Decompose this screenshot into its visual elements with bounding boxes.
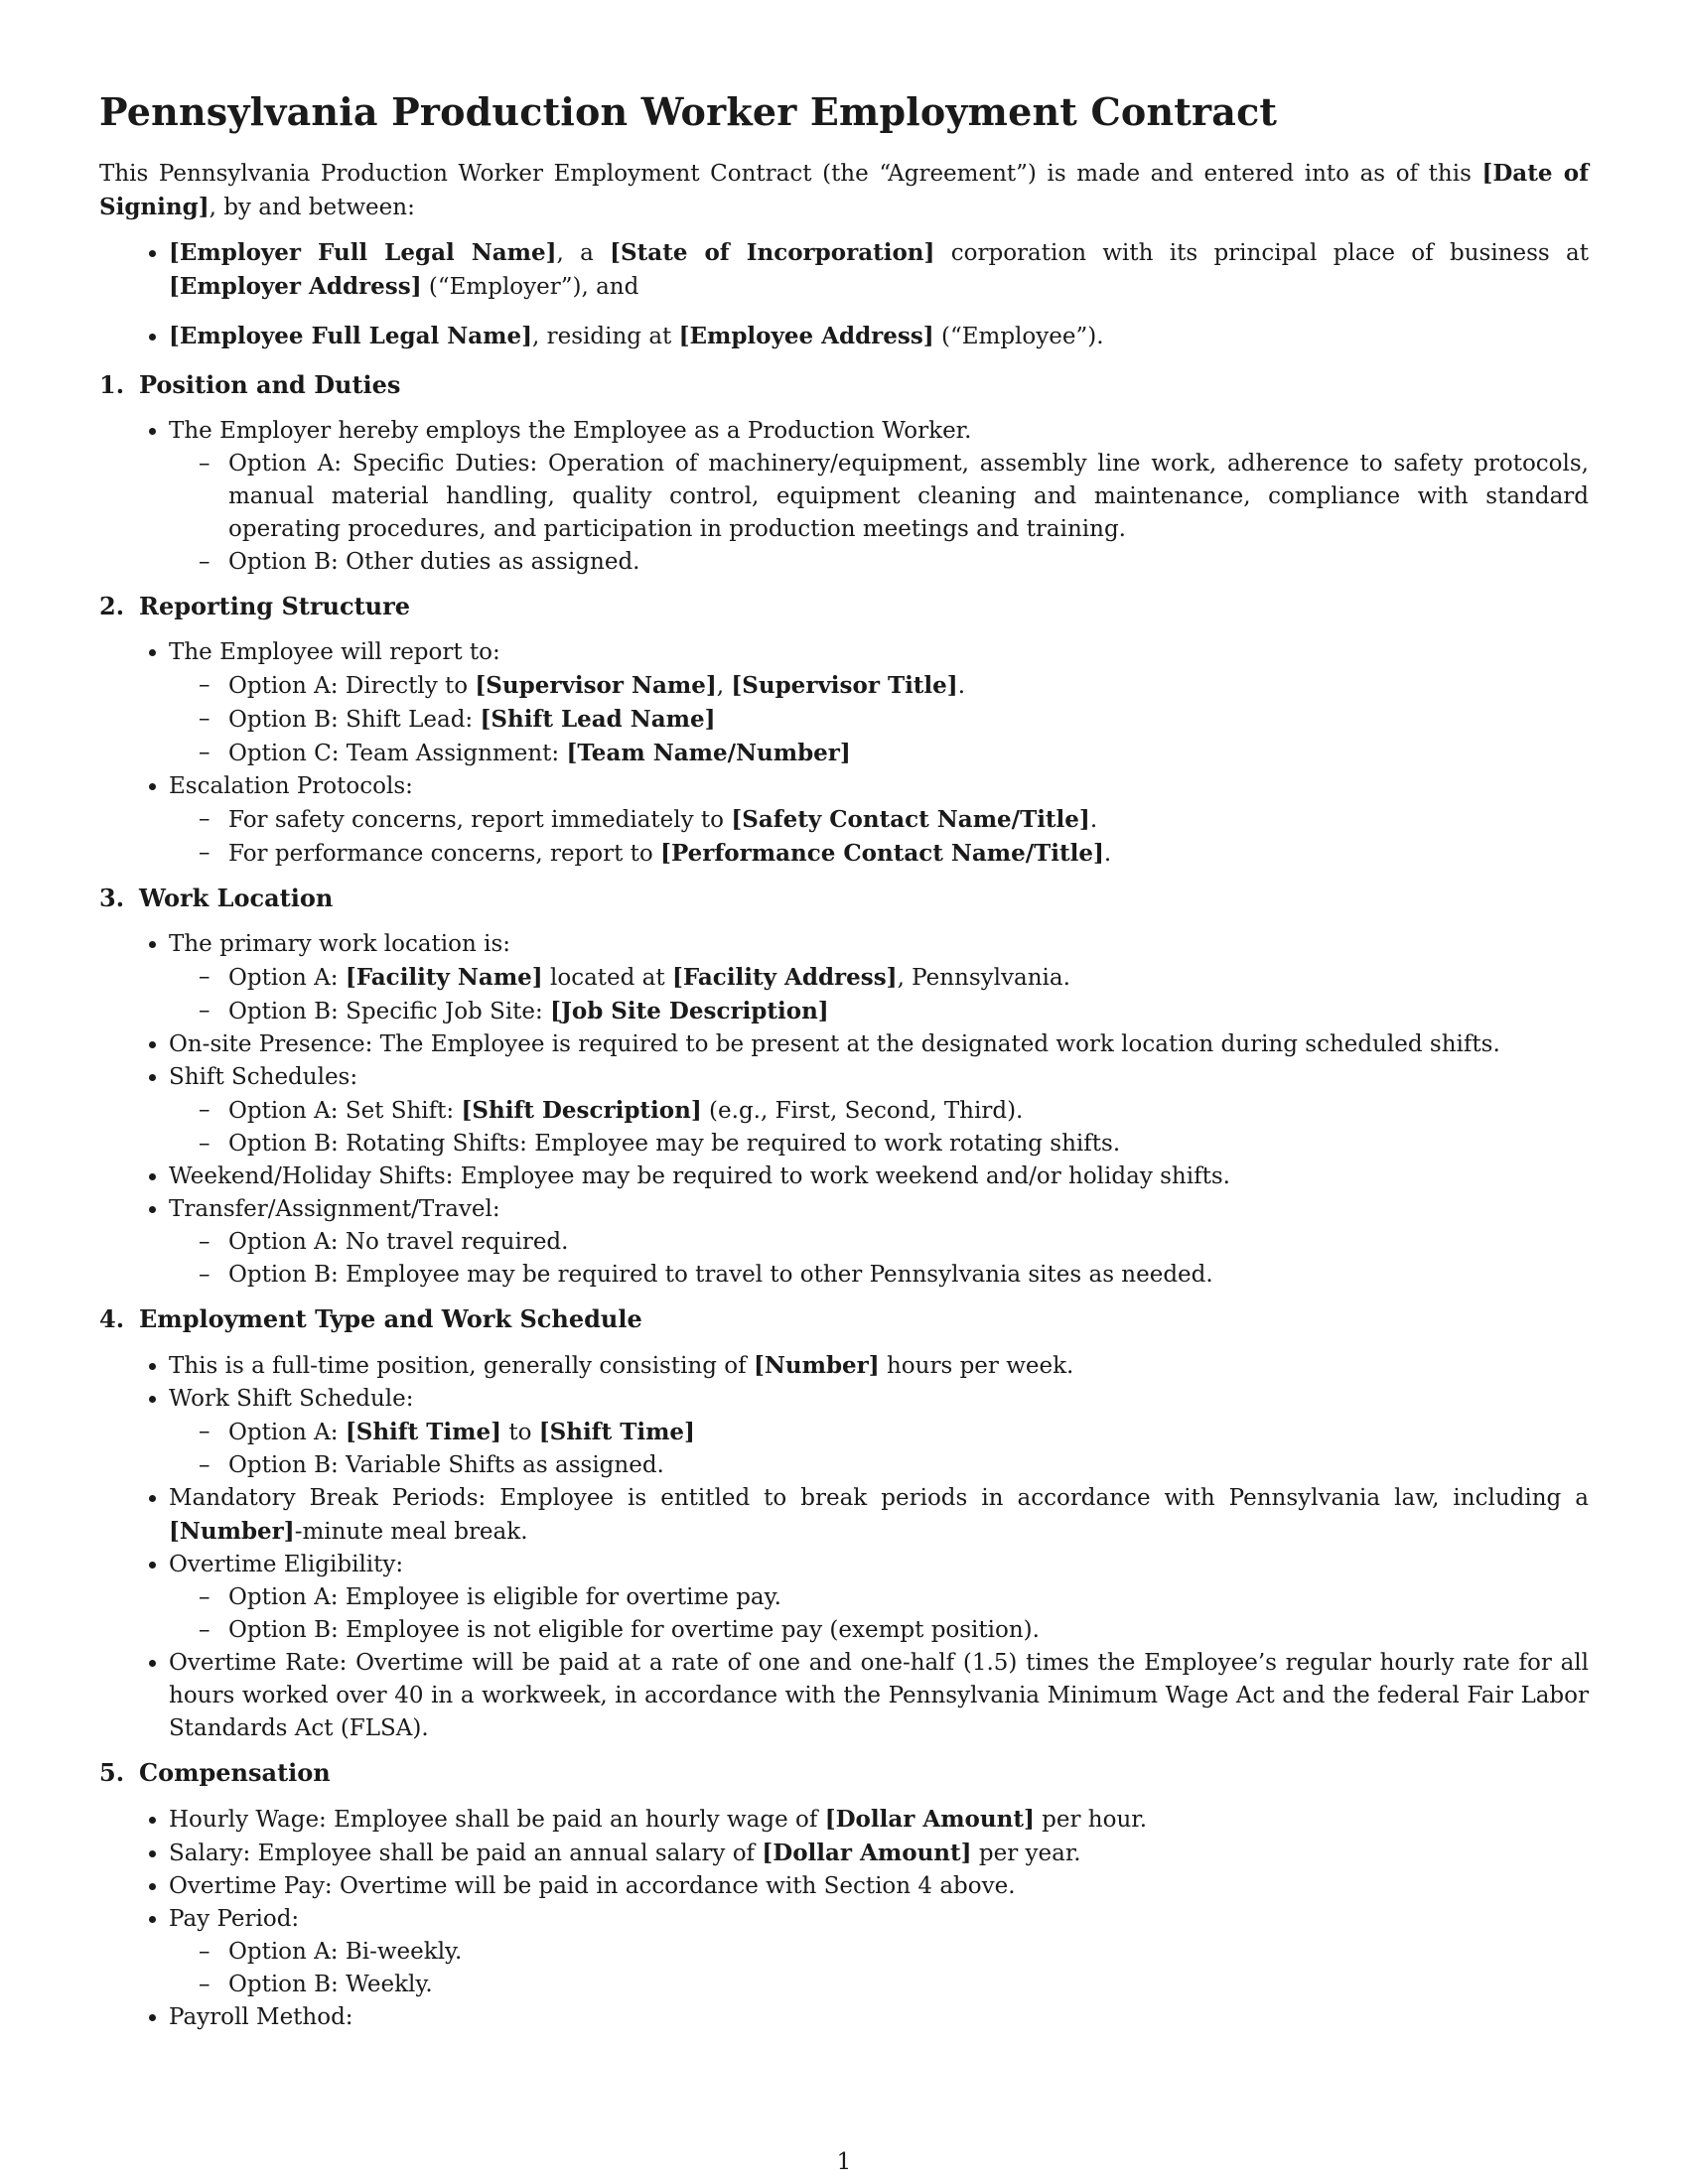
item-text: hours per week. xyxy=(879,1353,1074,1379)
party-text: (“Employee”). xyxy=(933,324,1104,349)
sub-list xyxy=(169,961,1589,1028)
sub-list xyxy=(169,1226,1589,1292)
sub-list xyxy=(169,803,1589,871)
section-1-list xyxy=(99,415,1589,579)
team-placeholder: [Team Name/Number] xyxy=(566,740,851,766)
item-text: Option A: xyxy=(228,965,346,991)
item-text: (e.g., First, Second, Third). xyxy=(701,1098,1024,1124)
list-item: • On-site Presence: The Employee is required to be present at the designated work location during scheduled shifts. xyxy=(169,1028,1589,1061)
list-item xyxy=(169,1193,1589,1292)
item-text: Option C: Team Assignment: xyxy=(228,741,567,766)
sub-list xyxy=(169,1581,1589,1647)
section-4-list xyxy=(99,1349,1589,1745)
list-item xyxy=(169,770,1589,871)
list-item: • Payroll Method: xyxy=(169,2001,1589,2034)
item-text: Option A: Directly to xyxy=(228,673,476,699)
list-item xyxy=(169,1061,1589,1160)
employer-address-placeholder: [Employer Address] xyxy=(169,273,422,300)
shift-lead-placeholder: [Shift Lead Name] xyxy=(480,706,716,733)
list-item-text: The Employee will report to: xyxy=(169,639,500,665)
dollar-amount-placeholder: [Dollar Amount] xyxy=(824,1806,1035,1833)
item-text: to xyxy=(501,1420,539,1445)
party-employer xyxy=(169,236,1589,304)
item-text: . xyxy=(1103,841,1112,867)
section-5-list xyxy=(99,1803,1589,2034)
section-number: 2. xyxy=(99,592,125,620)
list-item xyxy=(169,1383,1589,1482)
section-title: Position and Duties xyxy=(139,370,401,399)
sub-list-item xyxy=(228,737,1589,770)
sub-list-item: – Option B: Weekly. xyxy=(228,1969,1589,2001)
party-text: corporation with its principal place of business at xyxy=(934,240,1589,266)
item-text: For performance concerns, report to xyxy=(228,841,661,867)
list-item: • Overtime Pay: Overtime will be paid in accordance with Section 4 above. xyxy=(169,1870,1589,1903)
list-item xyxy=(169,1349,1589,1383)
section-number: 4. xyxy=(99,1304,125,1333)
item-text: -minute meal break. xyxy=(294,1519,528,1545)
item-text: per year. xyxy=(971,1841,1081,1866)
list-item-text: Shift Schedules: xyxy=(169,1064,358,1090)
sub-list-item xyxy=(228,669,1589,703)
employee-name-placeholder: [Employee Full Legal Name] xyxy=(169,323,532,349)
sub-list-item xyxy=(228,995,1589,1028)
section-title: Compensation xyxy=(139,1758,331,1787)
safety-contact-placeholder: [Safety Contact Name/Title] xyxy=(731,806,1090,833)
dollar-amount-placeholder: [Dollar Amount] xyxy=(762,1840,972,1866)
sub-list-item: – Option A: Specific Duties: Operation of machinery/equipment, assembly line work, adherence to safety protocols, manual material handling, quality control, equipment cleaning and maintenance, compliance with standard operating procedures, and participation in production meetings and training. xyxy=(228,448,1589,546)
item-text: Option B: Specific Job Site: xyxy=(228,999,551,1024)
sub-list-item: – Option B: Other duties as assigned. xyxy=(228,546,1589,579)
list-item-text: Transfer/Assignment/Travel: xyxy=(169,1196,500,1222)
item-text: Mandatory Break Periods: Employee is entitled to break periods in accordance with Pennsylvania law, including a xyxy=(169,1485,1589,1511)
sub-list-item xyxy=(228,961,1589,995)
sub-list-item: – Option B: Rotating Shifts: Employee may be required to work rotating shifts. xyxy=(228,1128,1589,1160)
date-of-signing-placeholder: [Date of Signing] xyxy=(99,160,1589,220)
state-placeholder: [State of Incorporation] xyxy=(610,239,935,266)
sub-list-item: – Option A: Employee is eligible for overtime pay. xyxy=(228,1581,1589,1614)
item-text: Option B: Shift Lead: xyxy=(228,707,481,733)
item-text: This is a full-time position, generally consisting of xyxy=(169,1353,754,1379)
list-item xyxy=(169,1837,1589,1870)
list-item-text: Escalation Protocols: xyxy=(169,773,413,799)
job-site-placeholder: [Job Site Description] xyxy=(550,998,829,1024)
intro-paragraph xyxy=(99,157,1589,224)
contract-page xyxy=(99,87,1589,2040)
list-item xyxy=(169,1482,1589,1549)
performance-contact-placeholder: [Performance Contact Name/Title] xyxy=(660,840,1104,867)
section-heading-reporting xyxy=(99,591,1589,622)
employer-name-placeholder: [Employer Full Legal Name] xyxy=(169,239,557,266)
item-text: located at xyxy=(542,965,672,991)
list-item-text: The primary work location is: xyxy=(169,931,511,957)
shift-description-placeholder: [Shift Description] xyxy=(461,1097,702,1124)
list-item xyxy=(169,415,1589,579)
list-item-text: Overtime Eligibility: xyxy=(169,1552,404,1577)
sub-list xyxy=(169,1936,1589,2001)
party-text: , a xyxy=(556,240,611,266)
item-text: Option A: xyxy=(228,1420,346,1445)
meal-break-placeholder: [Number] xyxy=(169,1518,295,1545)
section-heading-employment-type xyxy=(99,1303,1589,1335)
list-item: • Overtime Rate: Overtime will be paid at a rate of one and one-half (1.5) times the Employee’s regular hourly rate for all hours worked over 40 in a workweek, in accordance with the Pennsylvania Minimum Wage Act and the federal Fair Labor Standards Act (FLSA). xyxy=(169,1647,1589,1745)
employee-address-placeholder: [Employee Address] xyxy=(678,323,934,349)
sub-list xyxy=(169,1094,1589,1160)
party-text: , residing at xyxy=(532,324,679,349)
hours-placeholder: [Number] xyxy=(753,1352,880,1379)
sub-list xyxy=(169,448,1589,579)
party-employee xyxy=(169,320,1589,353)
sub-list-item xyxy=(228,703,1589,737)
section-number: 3. xyxy=(99,884,125,912)
item-text: , Pennsylvania. xyxy=(897,965,1070,991)
section-title: Reporting Structure xyxy=(139,592,411,620)
intro-text: This Pennsylvania Production Worker Employment Contract (the “Agreement”) is made and entered into as of this xyxy=(99,161,1482,187)
section-title: Employment Type and Work Schedule xyxy=(139,1304,642,1333)
sub-list-item: – Option A: No travel required. xyxy=(228,1226,1589,1259)
sub-list-item: – Option B: Employee is not eligible for overtime pay (exempt position). xyxy=(228,1614,1589,1647)
list-item-text: Pay Period: xyxy=(169,1906,300,1932)
list-item xyxy=(169,928,1589,1028)
list-item-text: The Employer hereby employs the Employee as a Production Worker. xyxy=(169,418,972,444)
item-text: . xyxy=(957,673,965,699)
supervisor-title-placeholder: [Supervisor Title] xyxy=(731,672,958,699)
sub-list-item: – Option B: Employee may be required to travel to other Pennsylvania sites as needed. xyxy=(228,1259,1589,1292)
sub-list-item xyxy=(228,803,1589,837)
list-item xyxy=(169,636,1589,770)
item-text: Salary: Employee shall be paid an annual salary of xyxy=(169,1841,763,1866)
supervisor-name-placeholder: [Supervisor Name] xyxy=(475,672,717,699)
sub-list xyxy=(169,669,1589,770)
item-text: per hour. xyxy=(1034,1807,1148,1833)
page-number: 1 xyxy=(836,2149,852,2175)
shift-time-placeholder: [Shift Time] xyxy=(345,1419,502,1445)
section-2-list xyxy=(99,636,1589,871)
sub-list-item xyxy=(228,1416,1589,1449)
party-text: (“Employer”), and xyxy=(421,274,639,300)
list-item xyxy=(169,1549,1589,1647)
facility-address-placeholder: [Facility Address] xyxy=(671,964,898,991)
section-3-list xyxy=(99,928,1589,1292)
shift-time-placeholder: [Shift Time] xyxy=(538,1419,695,1445)
section-number: 1. xyxy=(99,370,125,399)
item-text: Option A: Set Shift: xyxy=(228,1098,462,1124)
sub-list-item: – Option B: Variable Shifts as assigned. xyxy=(228,1449,1589,1482)
item-text: , xyxy=(716,673,732,699)
list-item xyxy=(169,1903,1589,2001)
section-heading-position xyxy=(99,369,1589,401)
intro-text-end: , by and between: xyxy=(209,195,415,220)
section-heading-location xyxy=(99,883,1589,914)
sub-list-item xyxy=(228,837,1589,871)
list-item: • Weekend/Holiday Shifts: Employee may be required to work weekend and/or holiday shifts. xyxy=(169,1160,1589,1193)
parties-list xyxy=(99,236,1589,353)
item-text: Hourly Wage: Employee shall be paid an hourly wage of xyxy=(169,1807,825,1833)
item-text: . xyxy=(1089,807,1098,833)
section-number: 5. xyxy=(99,1758,125,1787)
item-text: For safety concerns, report immediately to xyxy=(228,807,732,833)
list-item-text: Work Shift Schedule: xyxy=(169,1386,414,1412)
facility-name-placeholder: [Facility Name] xyxy=(345,964,543,991)
list-item xyxy=(169,1803,1589,1837)
section-heading-compensation xyxy=(99,1757,1589,1789)
document-title: Pennsylvania Production Worker Employment Contract xyxy=(99,89,1278,134)
sub-list-item: – Option A: Bi-weekly. xyxy=(228,1936,1589,1969)
sub-list-item xyxy=(228,1094,1589,1128)
section-title: Work Location xyxy=(139,884,334,912)
sub-list xyxy=(169,1416,1589,1482)
